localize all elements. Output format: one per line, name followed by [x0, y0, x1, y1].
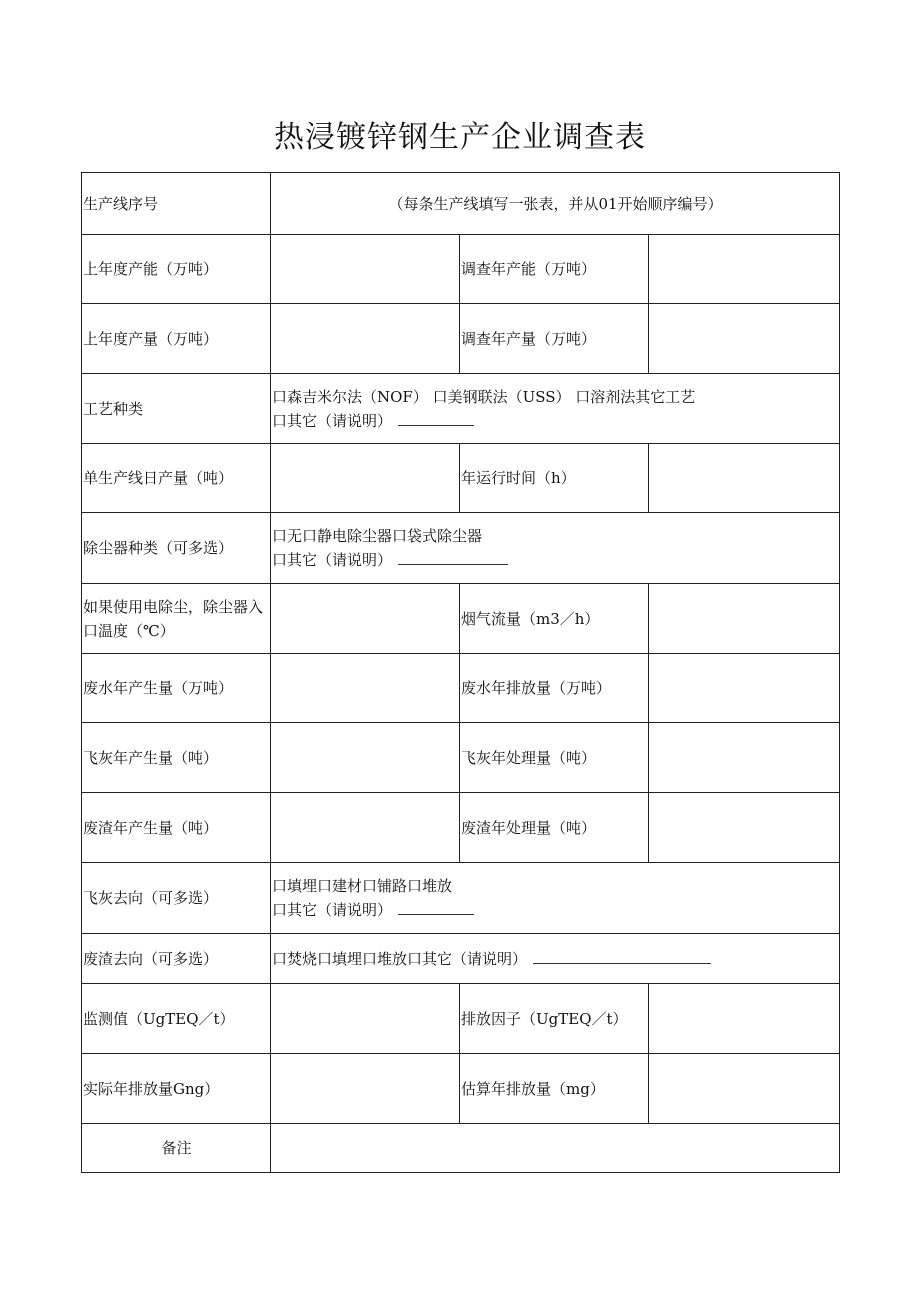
annual-runtime-label: 年运行时间（h） [460, 444, 649, 513]
inlet-temp-label: 如果使用电除尘，除尘器入口温度（℃） [82, 584, 271, 654]
dust-collector-type-label: 除尘器种类（可多选） [82, 513, 271, 584]
actual-emission-field[interactable] [271, 1054, 460, 1124]
dust-options-line1[interactable]: 口无口静电除尘器口袋式除尘器 [272, 527, 483, 545]
emission-factor-field[interactable] [649, 984, 840, 1054]
flyash-generated-field[interactable] [271, 723, 460, 793]
table-row [82, 235, 840, 304]
dust-other-label: 口其它（请说明） [272, 551, 393, 569]
inlet-temp-field[interactable] [271, 584, 460, 654]
wastewater-generated-field[interactable] [271, 654, 460, 723]
form-title: 热浸镀锌钢生产企业调查表 [274, 120, 646, 155]
slag-treated-label: 废渣年处理量（吨） [460, 793, 649, 863]
table-row [82, 934, 840, 984]
flyash-destination-label: 飞灰去向（可多选） [82, 863, 271, 934]
capacity-last-year-label: 上年度产能（万吨） [82, 235, 271, 304]
slag-generated-label: 废渣年产生量（吨） [82, 793, 271, 863]
slag-treated-field[interactable] [649, 793, 840, 863]
monitor-value-field[interactable] [271, 984, 460, 1054]
output-survey-year-field[interactable] [649, 304, 840, 374]
table-row [82, 173, 840, 235]
dust-other-blank[interactable] [398, 549, 508, 565]
estimated-emission-label: 估算年排放量（mg） [460, 1054, 649, 1124]
flyash-dest-other-label: 口其它（请说明） [272, 901, 393, 919]
output-last-year-field[interactable] [271, 304, 460, 374]
table-row [82, 513, 840, 584]
wastewater-generated-label: 废水年产生量（万吨） [82, 654, 271, 723]
slag-destination-label: 废渣去向（可多选） [82, 934, 271, 984]
flue-gas-flow-label: 烟气流量（m3／h） [460, 584, 649, 654]
actual-emission-label: 实际年排放量Gng） [82, 1054, 271, 1124]
table-row [82, 584, 840, 654]
dust-options-line2[interactable] [272, 548, 839, 572]
table-row [82, 1054, 840, 1124]
flyash-dest-line2[interactable] [272, 898, 839, 922]
slag-destination-options[interactable] [271, 934, 840, 984]
process-other-blank[interactable] [398, 410, 474, 426]
emission-factor-label: 排放因子（UgTEQ／t） [460, 984, 649, 1054]
process-options-line2[interactable] [272, 409, 839, 433]
table-row [82, 1124, 840, 1173]
annual-runtime-field[interactable] [649, 444, 840, 513]
wastewater-discharged-label: 废水年排放量（万吨） [460, 654, 649, 723]
table-row [82, 374, 840, 444]
capacity-last-year-field[interactable] [271, 235, 460, 304]
table-row [82, 984, 840, 1054]
slag-generated-field[interactable] [271, 793, 460, 863]
capacity-survey-year-field[interactable] [649, 235, 840, 304]
flyash-treated-label: 飞灰年处理量（吨） [460, 723, 649, 793]
slag-dest-other-blank[interactable] [533, 948, 711, 964]
process-type-label: 工艺种类 [82, 374, 271, 444]
line-no-note[interactable]: （每条生产线填写一张表，并从01开始顺序编号） [271, 173, 840, 235]
daily-output-label: 单生产线日产量（吨） [82, 444, 271, 513]
remarks-label: 备注 [82, 1124, 271, 1173]
table-row [82, 863, 840, 934]
output-last-year-label: 上年度产量（万吨） [82, 304, 271, 374]
slag-dest-line1[interactable]: 口焚烧口填埋口堆放口其它（请说明） [272, 949, 528, 968]
estimated-emission-field[interactable] [649, 1054, 840, 1124]
table-row [82, 304, 840, 374]
table-row [82, 444, 840, 513]
flyash-dest-line1[interactable]: 口填埋口建材口铺路口堆放 [272, 877, 453, 895]
line-no-label: 生产线序号 [82, 173, 271, 235]
monitor-value-label: 监测值（UgTEQ／t） [82, 984, 271, 1054]
daily-output-field[interactable] [271, 444, 460, 513]
process-other-label: 口其它（请说明） [272, 411, 393, 430]
wastewater-discharged-field[interactable] [649, 654, 840, 723]
survey-table [81, 172, 840, 1173]
output-survey-year-label: 调查年产量（万吨） [460, 304, 649, 374]
flyash-dest-other-blank[interactable] [398, 899, 474, 915]
flyash-treated-field[interactable] [649, 723, 840, 793]
table-row [82, 654, 840, 723]
flyash-destination-options[interactable] [271, 863, 840, 934]
dust-collector-options[interactable] [271, 513, 840, 584]
table-row [82, 723, 840, 793]
capacity-survey-year-label: 调查年产能（万吨） [460, 235, 649, 304]
flue-gas-flow-field[interactable] [649, 584, 840, 654]
table-row [82, 793, 840, 863]
process-type-options[interactable] [271, 374, 840, 444]
flyash-generated-label: 飞灰年产生量（吨） [82, 723, 271, 793]
process-options-line1[interactable]: 口森吉米尔法（NOF） 口美钢联法（USS） 口溶剂法其它工艺 [272, 387, 696, 406]
remarks-field[interactable] [271, 1124, 840, 1173]
